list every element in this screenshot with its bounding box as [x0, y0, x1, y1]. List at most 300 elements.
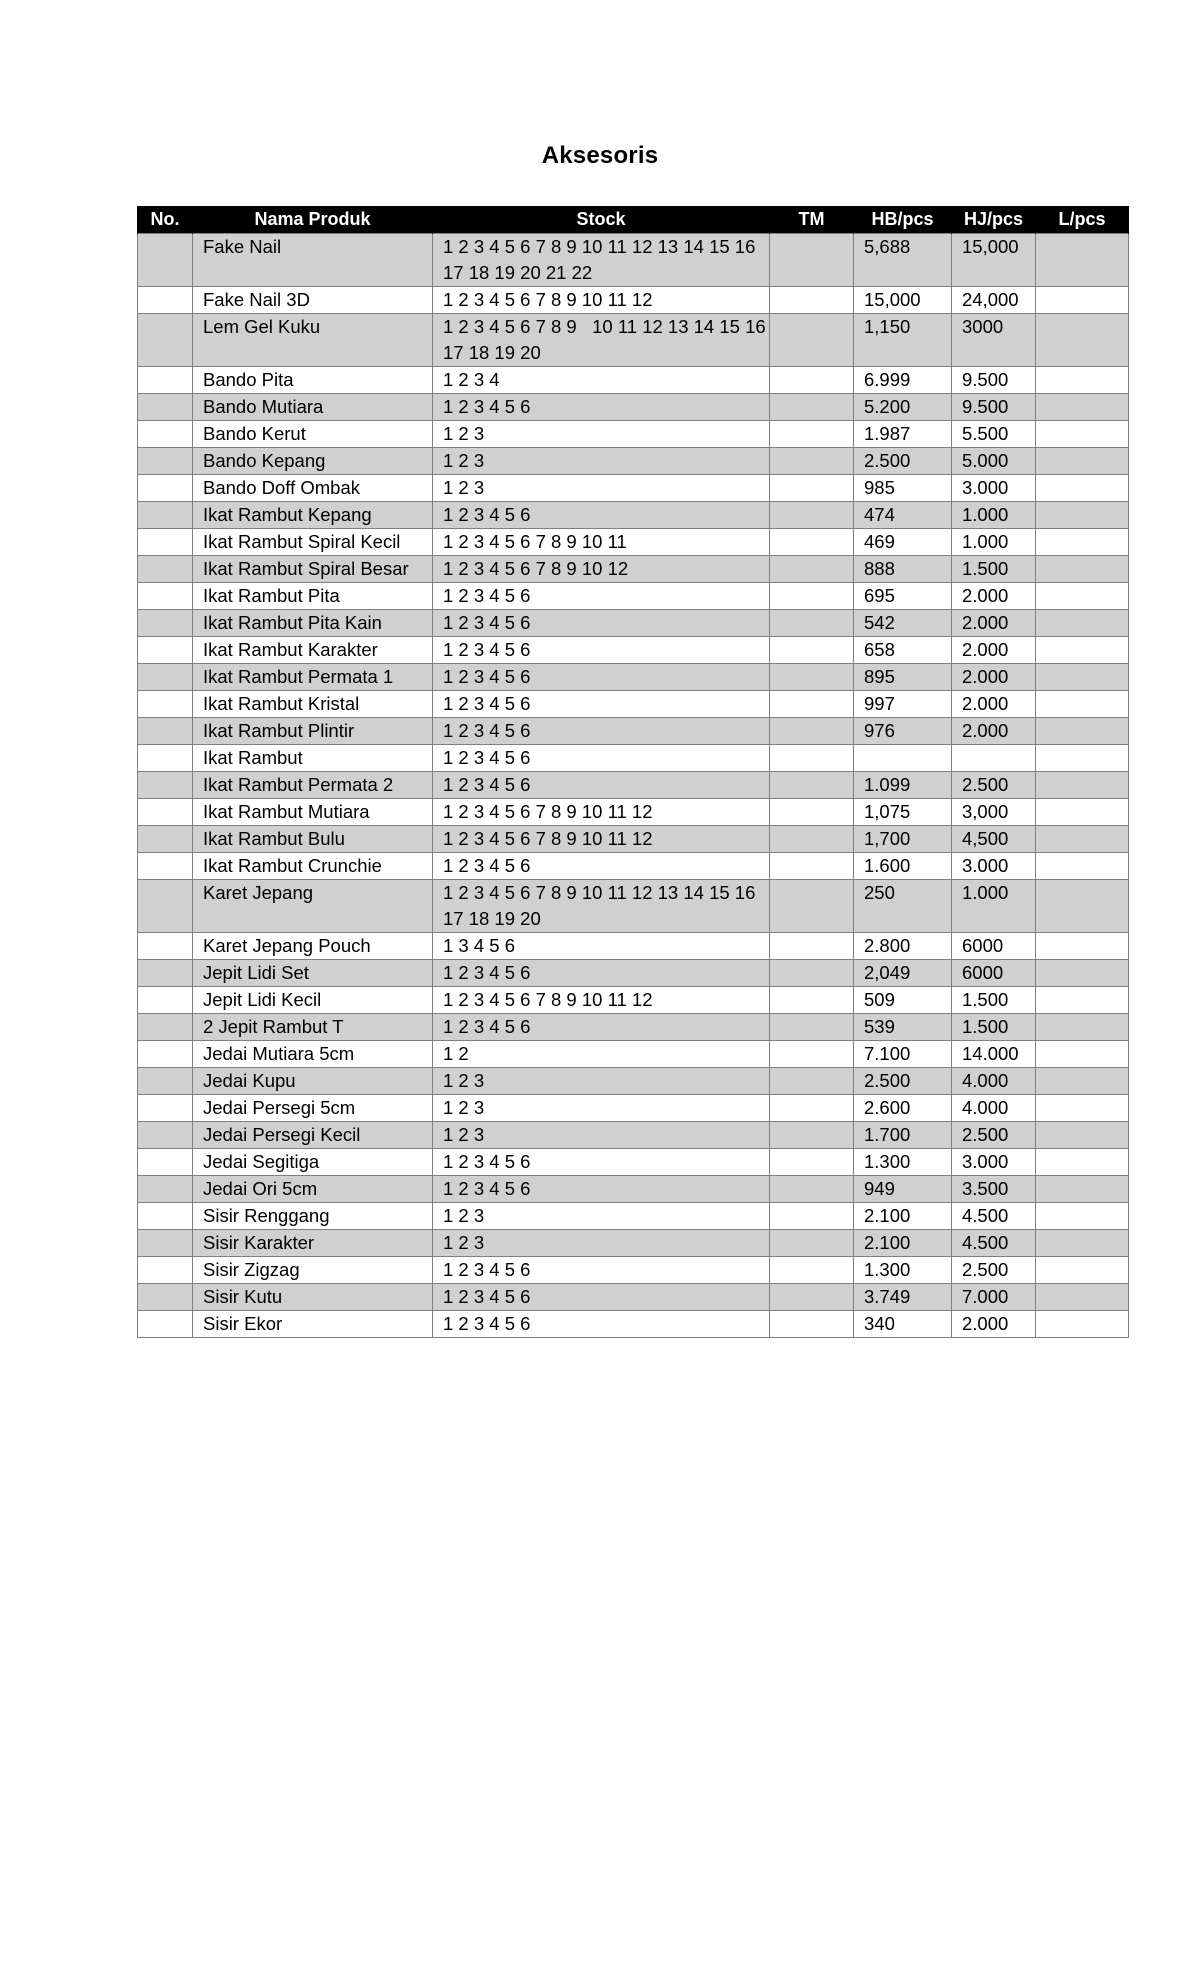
cell-product-name: Jepit Lidi Kecil [193, 987, 433, 1014]
cell-product-name: Bando Doff Ombak [193, 475, 433, 502]
cell-hb-price: 2.500 [854, 448, 952, 475]
table-row [138, 583, 1129, 610]
cell-product-name: Sisir Zigzag [193, 1257, 433, 1284]
table-row [138, 880, 1129, 933]
cell-hj-price: 6000 [952, 960, 1036, 987]
cell-l-price [1036, 1095, 1129, 1122]
cell-product-name: Bando Kerut [193, 421, 433, 448]
cell-hb-price: 5.200 [854, 394, 952, 421]
column-header-hj: HJ/pcs [952, 206, 1036, 234]
table-row [138, 987, 1129, 1014]
cell-hb-price: 2.500 [854, 1068, 952, 1095]
cell-tm [770, 880, 854, 933]
cell-no [138, 1122, 193, 1149]
cell-hb-price: 949 [854, 1176, 952, 1203]
cell-product-name: Ikat Rambut Spiral Kecil [193, 529, 433, 556]
cell-hj-price: 2.000 [952, 1311, 1036, 1338]
table-row [138, 853, 1129, 880]
table-row [138, 664, 1129, 691]
cell-hb-price: 1.700 [854, 1122, 952, 1149]
cell-product-name: Ikat Rambut [193, 745, 433, 772]
cell-stock: 1 2 3 4 5 6 [433, 664, 770, 691]
table-row [138, 610, 1129, 637]
table-row [138, 1122, 1129, 1149]
cell-product-name: Karet Jepang [193, 880, 433, 933]
column-header-no: No. [138, 206, 193, 234]
cell-tm [770, 933, 854, 960]
cell-tm [770, 1041, 854, 1068]
cell-stock: 1 2 3 4 5 6 [433, 637, 770, 664]
table-row [138, 1041, 1129, 1068]
cell-stock: 1 2 3 4 [433, 367, 770, 394]
cell-stock: 1 2 3 4 5 6 [433, 583, 770, 610]
cell-hb-price: 1,150 [854, 314, 952, 367]
cell-l-price [1036, 610, 1129, 637]
cell-l-price [1036, 421, 1129, 448]
cell-hj-price: 1.000 [952, 529, 1036, 556]
cell-tm [770, 421, 854, 448]
cell-stock: 1 2 3 [433, 1095, 770, 1122]
cell-l-price [1036, 1311, 1129, 1338]
cell-hj-price: 6000 [952, 933, 1036, 960]
cell-stock: 1 2 3 4 5 6 [433, 1176, 770, 1203]
cell-hj-price: 3,000 [952, 799, 1036, 826]
cell-no [138, 745, 193, 772]
cell-tm [770, 799, 854, 826]
cell-hb-price: 1,075 [854, 799, 952, 826]
cell-no [138, 556, 193, 583]
cell-no [138, 314, 193, 367]
table-row [138, 772, 1129, 799]
cell-hj-price: 7.000 [952, 1284, 1036, 1311]
cell-l-price [1036, 1041, 1129, 1068]
table-row [138, 1176, 1129, 1203]
cell-hb-price: 1.987 [854, 421, 952, 448]
cell-product-name: 2 Jepit Rambut T [193, 1014, 433, 1041]
cell-product-name: Ikat Rambut Kepang [193, 502, 433, 529]
cell-l-price [1036, 1230, 1129, 1257]
cell-stock: 1 2 3 4 5 6 7 8 9 10 11 [433, 529, 770, 556]
cell-no [138, 1041, 193, 1068]
cell-l-price [1036, 529, 1129, 556]
cell-no [138, 1149, 193, 1176]
cell-tm [770, 987, 854, 1014]
cell-l-price [1036, 745, 1129, 772]
cell-no [138, 421, 193, 448]
cell-tm [770, 556, 854, 583]
cell-hb-price: 539 [854, 1014, 952, 1041]
table-row [138, 1230, 1129, 1257]
cell-hj-price: 4.500 [952, 1230, 1036, 1257]
cell-hj-price: 9.500 [952, 367, 1036, 394]
cell-stock: 1 2 3 [433, 475, 770, 502]
cell-l-price [1036, 1176, 1129, 1203]
cell-stock: 1 2 3 4 5 6 [433, 853, 770, 880]
cell-hj-price: 2.000 [952, 637, 1036, 664]
cell-hb-price: 658 [854, 637, 952, 664]
cell-no [138, 1176, 193, 1203]
table-row [138, 475, 1129, 502]
cell-no [138, 637, 193, 664]
cell-tm [770, 529, 854, 556]
cell-l-price [1036, 826, 1129, 853]
cell-stock: 1 2 3 4 5 6 [433, 394, 770, 421]
cell-l-price [1036, 234, 1129, 287]
table-row [138, 529, 1129, 556]
cell-no [138, 529, 193, 556]
cell-stock: 1 2 3 4 5 6 [433, 1284, 770, 1311]
cell-hb-price: 1.300 [854, 1257, 952, 1284]
cell-product-name: Bando Kepang [193, 448, 433, 475]
cell-tm [770, 745, 854, 772]
cell-tm [770, 610, 854, 637]
table-row [138, 691, 1129, 718]
cell-no [138, 1203, 193, 1230]
cell-stock: 1 2 3 4 5 6 7 8 9 10 11 12 [433, 826, 770, 853]
cell-tm [770, 502, 854, 529]
cell-product-name: Jedai Persegi Kecil [193, 1122, 433, 1149]
cell-hj-price: 3000 [952, 314, 1036, 367]
table-row [138, 448, 1129, 475]
cell-l-price [1036, 772, 1129, 799]
cell-no [138, 448, 193, 475]
cell-product-name: Bando Mutiara [193, 394, 433, 421]
cell-stock: 1 2 3 [433, 448, 770, 475]
cell-l-price [1036, 1257, 1129, 1284]
cell-l-price [1036, 314, 1129, 367]
cell-no [138, 1095, 193, 1122]
cell-stock: 1 2 3 4 5 6 [433, 691, 770, 718]
cell-l-price [1036, 880, 1129, 933]
cell-no [138, 394, 193, 421]
cell-product-name: Jedai Persegi 5cm [193, 1095, 433, 1122]
cell-tm [770, 234, 854, 287]
cell-l-price [1036, 394, 1129, 421]
cell-hb-price: 6.999 [854, 367, 952, 394]
cell-tm [770, 1203, 854, 1230]
cell-no [138, 691, 193, 718]
cell-tm [770, 1149, 854, 1176]
cell-l-price [1036, 502, 1129, 529]
cell-product-name: Sisir Renggang [193, 1203, 433, 1230]
cell-tm [770, 1230, 854, 1257]
table-row [138, 718, 1129, 745]
cell-stock: 1 2 3 4 5 6 [433, 1311, 770, 1338]
cell-no [138, 367, 193, 394]
cell-no [138, 933, 193, 960]
cell-stock: 1 2 3 [433, 1068, 770, 1095]
cell-hj-price: 1.500 [952, 987, 1036, 1014]
cell-hb-price: 1,700 [854, 826, 952, 853]
cell-no [138, 880, 193, 933]
cell-hb-price: 895 [854, 664, 952, 691]
cell-product-name: Ikat Rambut Karakter [193, 637, 433, 664]
cell-stock: 1 2 3 [433, 1203, 770, 1230]
table-row [138, 637, 1129, 664]
cell-tm [770, 853, 854, 880]
cell-product-name: Ikat Rambut Permata 2 [193, 772, 433, 799]
table-row [138, 502, 1129, 529]
table-row [138, 1149, 1129, 1176]
cell-tm [770, 1257, 854, 1284]
cell-stock: 1 2 3 4 5 6 [433, 1149, 770, 1176]
cell-stock: 1 2 3 4 5 6 [433, 772, 770, 799]
cell-l-price [1036, 556, 1129, 583]
cell-l-price [1036, 933, 1129, 960]
cell-hb-price: 1.600 [854, 853, 952, 880]
cell-no [138, 1068, 193, 1095]
cell-hb-price: 695 [854, 583, 952, 610]
cell-l-price [1036, 1203, 1129, 1230]
cell-stock: 1 2 3 4 5 6 7 8 9 10 11 12 13 14 15 16 17 18 19 20 [433, 314, 770, 367]
cell-product-name: Jedai Mutiara 5cm [193, 1041, 433, 1068]
cell-product-name: Jepit Lidi Set [193, 960, 433, 987]
cell-tm [770, 367, 854, 394]
cell-l-price [1036, 718, 1129, 745]
cell-hb-price: 2.100 [854, 1203, 952, 1230]
cell-tm [770, 1068, 854, 1095]
cell-hj-price: 1.500 [952, 556, 1036, 583]
cell-product-name: Ikat Rambut Spiral Besar [193, 556, 433, 583]
cell-product-name: Ikat Rambut Permata 1 [193, 664, 433, 691]
cell-no [138, 1230, 193, 1257]
cell-hj-price: 2.500 [952, 1257, 1036, 1284]
cell-hb-price: 474 [854, 502, 952, 529]
cell-hj-price: 3.000 [952, 475, 1036, 502]
cell-hb-price: 1.099 [854, 772, 952, 799]
cell-hb-price: 976 [854, 718, 952, 745]
cell-product-name: Sisir Ekor [193, 1311, 433, 1338]
cell-product-name: Ikat Rambut Crunchie [193, 853, 433, 880]
cell-product-name: Jedai Ori 5cm [193, 1176, 433, 1203]
cell-stock: 1 2 3 4 5 6 7 8 9 10 11 12 [433, 987, 770, 1014]
cell-tm [770, 1095, 854, 1122]
cell-product-name: Fake Nail [193, 234, 433, 287]
cell-hj-price: 4.500 [952, 1203, 1036, 1230]
cell-no [138, 799, 193, 826]
stock-table [137, 206, 1129, 1338]
cell-no [138, 234, 193, 287]
cell-l-price [1036, 1149, 1129, 1176]
table-body [138, 234, 1129, 1338]
cell-tm [770, 718, 854, 745]
table-row [138, 234, 1129, 287]
cell-no [138, 610, 193, 637]
cell-l-price [1036, 1122, 1129, 1149]
cell-hb-price: 509 [854, 987, 952, 1014]
cell-l-price [1036, 448, 1129, 475]
table-row [138, 314, 1129, 367]
cell-tm [770, 1284, 854, 1311]
cell-hj-price: 1.000 [952, 880, 1036, 933]
cell-hb-price: 5,688 [854, 234, 952, 287]
cell-l-price [1036, 1284, 1129, 1311]
cell-hj-price: 1.500 [952, 1014, 1036, 1041]
cell-l-price [1036, 583, 1129, 610]
cell-product-name: Lem Gel Kuku [193, 314, 433, 367]
table-row [138, 1095, 1129, 1122]
column-header-name: Nama Produk [193, 206, 433, 234]
cell-no [138, 502, 193, 529]
table-row [138, 799, 1129, 826]
cell-stock: 1 2 3 4 5 6 [433, 610, 770, 637]
cell-hb-price: 340 [854, 1311, 952, 1338]
cell-stock: 1 2 3 4 5 6 [433, 502, 770, 529]
cell-no [138, 853, 193, 880]
cell-hj-price: 9.500 [952, 394, 1036, 421]
cell-hj-price: 14.000 [952, 1041, 1036, 1068]
cell-product-name: Fake Nail 3D [193, 287, 433, 314]
cell-hb-price: 542 [854, 610, 952, 637]
cell-hj-price: 2.500 [952, 772, 1036, 799]
cell-hj-price: 1.000 [952, 502, 1036, 529]
cell-tm [770, 1176, 854, 1203]
cell-no [138, 772, 193, 799]
cell-hj-price: 2.500 [952, 1122, 1036, 1149]
cell-stock: 1 2 3 4 5 6 7 8 9 10 11 12 [433, 287, 770, 314]
cell-hj-price: 4.000 [952, 1095, 1036, 1122]
cell-no [138, 1014, 193, 1041]
cell-hj-price: 4,500 [952, 826, 1036, 853]
cell-tm [770, 637, 854, 664]
table-row [138, 287, 1129, 314]
column-header-hb: HB/pcs [854, 206, 952, 234]
cell-stock: 1 2 3 [433, 421, 770, 448]
cell-no [138, 583, 193, 610]
cell-tm [770, 314, 854, 367]
cell-hb-price: 2.800 [854, 933, 952, 960]
table-row [138, 1257, 1129, 1284]
cell-product-name: Jedai Segitiga [193, 1149, 433, 1176]
table-row [138, 933, 1129, 960]
cell-l-price [1036, 475, 1129, 502]
page-title: Aksesoris [541, 142, 659, 169]
cell-product-name: Ikat Rambut Kristal [193, 691, 433, 718]
cell-l-price [1036, 960, 1129, 987]
cell-tm [770, 475, 854, 502]
cell-hj-price: 2.000 [952, 610, 1036, 637]
cell-stock: 1 2 3 4 5 6 [433, 1257, 770, 1284]
cell-product-name: Ikat Rambut Mutiara [193, 799, 433, 826]
cell-hj-price: 5.000 [952, 448, 1036, 475]
cell-no [138, 1284, 193, 1311]
cell-stock: 1 2 3 4 5 6 [433, 1014, 770, 1041]
cell-stock: 1 2 3 4 5 6 7 8 9 10 11 12 13 14 15 16 17 18 19 20 [433, 880, 770, 933]
table-row [138, 826, 1129, 853]
cell-no [138, 987, 193, 1014]
cell-hj-price: 2.000 [952, 691, 1036, 718]
cell-hb-price: 7.100 [854, 1041, 952, 1068]
table-row [138, 394, 1129, 421]
table-row [138, 745, 1129, 772]
cell-hj-price: 3.000 [952, 853, 1036, 880]
cell-hb-price: 469 [854, 529, 952, 556]
cell-no [138, 287, 193, 314]
cell-l-price [1036, 287, 1129, 314]
cell-stock: 1 2 3 4 5 6 7 8 9 10 11 12 [433, 799, 770, 826]
cell-hj-price: 2.000 [952, 664, 1036, 691]
cell-hj-price: 24,000 [952, 287, 1036, 314]
column-header-l: L/pcs [1036, 206, 1129, 234]
cell-tm [770, 664, 854, 691]
cell-stock: 1 2 3 4 5 6 [433, 745, 770, 772]
cell-hj-price: 2.000 [952, 718, 1036, 745]
cell-product-name: Ikat Rambut Pita [193, 583, 433, 610]
cell-stock: 1 2 [433, 1041, 770, 1068]
cell-hj-price [952, 745, 1036, 772]
cell-tm [770, 394, 854, 421]
cell-l-price [1036, 691, 1129, 718]
cell-no [138, 475, 193, 502]
cell-product-name: Karet Jepang Pouch [193, 933, 433, 960]
cell-l-price [1036, 637, 1129, 664]
column-header-stock: Stock [433, 206, 770, 234]
cell-l-price [1036, 664, 1129, 691]
cell-stock: 1 2 3 [433, 1230, 770, 1257]
cell-product-name: Sisir Karakter [193, 1230, 433, 1257]
cell-no [138, 718, 193, 745]
table-row [138, 960, 1129, 987]
cell-tm [770, 826, 854, 853]
cell-tm [770, 448, 854, 475]
cell-tm [770, 960, 854, 987]
cell-no [138, 960, 193, 987]
cell-hb-price: 15,000 [854, 287, 952, 314]
table-row [138, 556, 1129, 583]
table-row [138, 1068, 1129, 1095]
table-row [138, 367, 1129, 394]
cell-hb-price: 2,049 [854, 960, 952, 987]
column-header-tm: TM [770, 206, 854, 234]
cell-stock: 1 2 3 4 5 6 [433, 718, 770, 745]
cell-tm [770, 1311, 854, 1338]
cell-l-price [1036, 367, 1129, 394]
cell-hb-price: 997 [854, 691, 952, 718]
cell-stock: 1 2 3 4 5 6 [433, 960, 770, 987]
cell-no [138, 826, 193, 853]
cell-l-price [1036, 853, 1129, 880]
cell-hb-price: 985 [854, 475, 952, 502]
table-row [138, 421, 1129, 448]
cell-hj-price: 2.000 [952, 583, 1036, 610]
table-row [138, 1203, 1129, 1230]
cell-hb-price: 2.600 [854, 1095, 952, 1122]
cell-stock: 1 2 3 4 5 6 7 8 9 10 11 12 13 14 15 16 17 18 19 20 21 22 [433, 234, 770, 287]
cell-product-name: Sisir Kutu [193, 1284, 433, 1311]
table-row [138, 1311, 1129, 1338]
cell-product-name: Ikat Rambut Bulu [193, 826, 433, 853]
cell-hb-price [854, 745, 952, 772]
cell-l-price [1036, 1068, 1129, 1095]
cell-hb-price: 2.100 [854, 1230, 952, 1257]
cell-stock: 1 2 3 4 5 6 7 8 9 10 12 [433, 556, 770, 583]
cell-hj-price: 5.500 [952, 421, 1036, 448]
cell-hj-price: 4.000 [952, 1068, 1036, 1095]
cell-stock: 1 2 3 [433, 1122, 770, 1149]
cell-tm [770, 583, 854, 610]
cell-tm [770, 1122, 854, 1149]
cell-hj-price: 15,000 [952, 234, 1036, 287]
cell-no [138, 1257, 193, 1284]
cell-tm [770, 691, 854, 718]
cell-l-price [1036, 1014, 1129, 1041]
cell-product-name: Jedai Kupu [193, 1068, 433, 1095]
cell-hb-price: 250 [854, 880, 952, 933]
table-header-row [138, 206, 1129, 234]
cell-hb-price: 3.749 [854, 1284, 952, 1311]
table-row [138, 1284, 1129, 1311]
cell-product-name: Ikat Rambut Pita Kain [193, 610, 433, 637]
